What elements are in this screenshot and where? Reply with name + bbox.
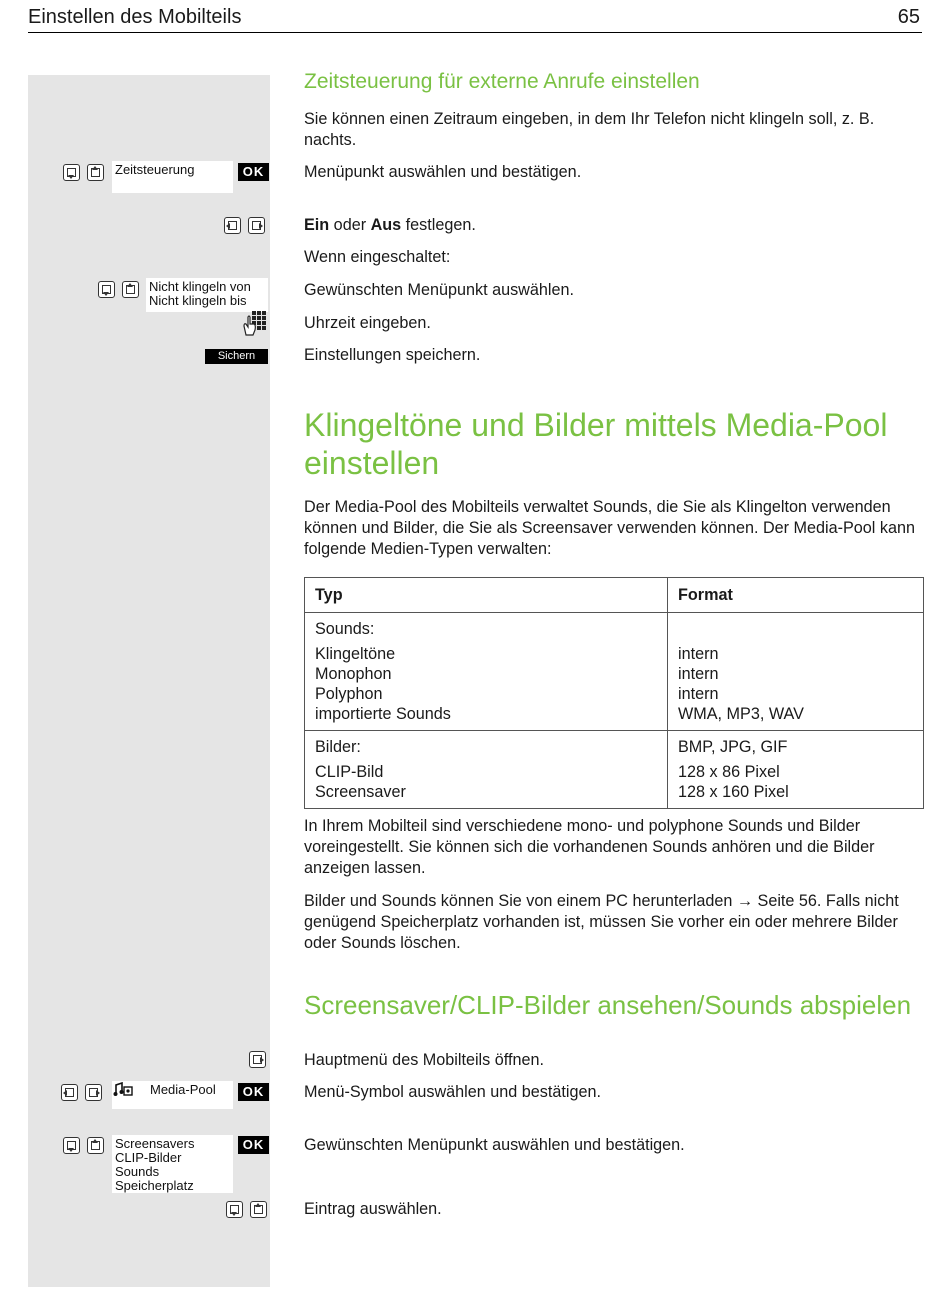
table-cell [668, 731, 924, 809]
paragraph-download: Bilder und Sounds können Sie von einem PC herunterladen → Seite 56. Falls nicht genügend Speicherplatz vorhanden ist, müssen Sie vorher ein oder mehrere Bilder oder Sounds löschen. [304, 892, 899, 952]
menu-item[interactable]: Sounds [115, 1164, 160, 1179]
step-text: Menüpunkt auswählen und bestätigen. [304, 163, 582, 181]
up-key-icon [122, 281, 139, 298]
up-key-icon [87, 164, 104, 181]
nav-keys [63, 1137, 104, 1159]
lr-keys [61, 1084, 102, 1106]
menu-item-zeitsteuerung[interactable]: Zeitsteuerung [112, 161, 233, 193]
table-cell-text: Polyphon [315, 685, 383, 703]
table-cell-text: intern [678, 645, 719, 663]
step-text: Eintrag auswählen. [304, 1200, 442, 1218]
keypad-icon [242, 310, 266, 336]
media-pool-intro: Der Media-Pool des Mobilteils verwaltet Sounds, die Sie als Klingelton verwenden können und Bilder, die Sie als Screensaver verwenden können. Der Media-Pool kann folgende Medien-Typen verwalten: [304, 498, 915, 558]
chapter-heading-media-pool: Klingeltöne und Bilder mittels Media-Pool einstellen [304, 407, 888, 481]
down-key-icon [63, 1137, 80, 1154]
menu-list-media-pool[interactable] [112, 1135, 233, 1193]
up-key-icon [250, 1201, 267, 1218]
menu-item[interactable]: Nicht klingeln von [149, 279, 251, 294]
menu-item[interactable]: Screensavers [115, 1136, 195, 1151]
festlegen-text: festlegen. [401, 216, 476, 234]
right-key-icon [248, 217, 265, 234]
oder-text: oder [329, 216, 371, 234]
down-key-icon [98, 281, 115, 298]
table-cell-text: intern [678, 685, 719, 703]
menu-list-nicht-klingeln[interactable] [146, 278, 268, 312]
table-row-sounds [305, 613, 924, 731]
nav-keys [63, 164, 104, 186]
right-key-icon [85, 1084, 102, 1101]
table-cell-text: WMA, MP3, WAV [678, 705, 804, 723]
ok-button[interactable]: OK [238, 163, 269, 181]
header-divider [28, 32, 922, 33]
table-cell-text: importierte Sounds [315, 705, 451, 723]
media-types-table [304, 577, 924, 809]
left-key-icon [61, 1084, 78, 1101]
menu-item[interactable]: Nicht klingeln bis [149, 293, 247, 308]
paragraph-presets: In Ihrem Mobilteil sind verschiedene mono- und polyphone Sounds und Bilder voreingestellt. Sie können sich die vorhandenen Sounds anhören und die Bilder anzeigen lassen. [304, 817, 875, 877]
step-text: Gewünschten Menüpunkt auswählen und bestätigen. [304, 1136, 685, 1154]
step-text: Gewünschten Menüpunkt auswählen. [304, 281, 574, 299]
sichern-softkey[interactable]: Sichern [205, 349, 268, 364]
section-heading-zeitsteuerung: Zeitsteuerung für externe Anrufe einstellen [304, 70, 700, 93]
intro-paragraph: Sie können einen Zeitraum eingeben, in dem Ihr Telefon nicht klingeln soll, z. B. nachts. [304, 110, 875, 149]
step-text: Menü-Symbol auswählen und bestätigen. [304, 1083, 601, 1101]
step-text: Uhrzeit eingeben. [304, 314, 431, 332]
right-key [249, 1051, 266, 1073]
nav-keys [226, 1201, 267, 1223]
aus-label: Aus [370, 216, 402, 234]
running-header-title: Einstellen des Mobilteils [28, 6, 242, 28]
step-text-ein-aus [304, 215, 924, 236]
sounds-label: Sounds: [315, 620, 375, 638]
right-key-icon [249, 1051, 266, 1068]
step-text: Wenn eingeschaltet: [304, 248, 451, 266]
up-key-icon [87, 1137, 104, 1154]
left-key-icon [224, 217, 241, 234]
table-cell [305, 731, 668, 809]
media-pool-label: Media-Pool [150, 1082, 216, 1097]
table-cell-text: 128 x 160 Pixel [678, 783, 789, 801]
down-key-icon [226, 1201, 243, 1218]
down-key-icon [63, 164, 80, 181]
lr-keys [224, 217, 265, 239]
images-format: BMP, JPG, GIF [678, 738, 788, 756]
step-text: Hauptmenü des Mobilteils öffnen. [304, 1051, 544, 1069]
menu-item[interactable]: Speicherplatz [115, 1178, 194, 1193]
menu-item-media-pool[interactable] [112, 1081, 233, 1109]
ein-label: Ein [304, 216, 330, 234]
table-cell-text: Klingeltöne [315, 645, 396, 663]
table-cell-text: 128 x 86 Pixel [678, 763, 780, 781]
table-cell [305, 613, 668, 731]
ok-button[interactable]: OK [238, 1136, 269, 1154]
table-cell-text: Screensaver [315, 783, 406, 801]
section-heading-screensaver: Screensaver/CLIP-Bilder ansehen/Sounds abspielen [304, 990, 912, 1020]
table-cell-text: Monophon [315, 665, 392, 683]
images-label: Bilder: [315, 738, 361, 756]
table-cell-text: CLIP-Bild [315, 763, 384, 781]
ok-button[interactable]: OK [238, 1083, 269, 1101]
step-text: Einstellungen speichern. [304, 346, 481, 364]
table-cell [668, 613, 924, 731]
menu-item[interactable]: CLIP-Bilder [115, 1150, 182, 1165]
music-note-icon [113, 1082, 133, 1096]
table-header-typ: Typ [305, 578, 668, 613]
page-number: 65 [897, 6, 920, 28]
table-header-format: Format [668, 578, 924, 613]
table-row-bilder [305, 731, 924, 809]
table-header-row [305, 578, 924, 613]
table-cell-text: intern [678, 665, 719, 683]
nav-keys [98, 281, 139, 303]
